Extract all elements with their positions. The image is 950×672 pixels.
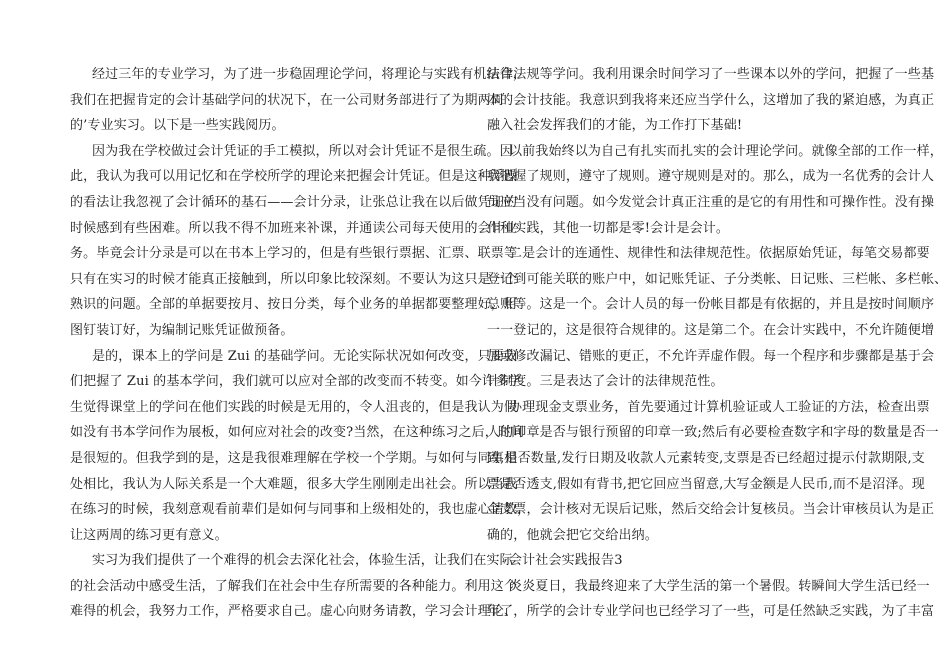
text-line: 会计社会实践报告3 xyxy=(509,553,623,569)
text-line: 是的，课本上的学问是 Zui 的基础学问。无论实际状况如何改变，只要我 xyxy=(92,348,518,364)
text-line: 难得的机会，我努力工作，严格要求自己。虚心向财务请教，学习会计理论、 xyxy=(70,604,518,620)
text-line: 时候感到有些困难。所以我不得不加班来补课，并通读公司每天使用的会计业 xyxy=(70,220,518,236)
text-line: 我们在把握肯定的会计基础学问的状况下，在一公司财务部进行了为期两周 xyxy=(70,92,504,108)
text-line: 经过三年的专业学习，为了进一步稳固理论学问，将理论与实践有机结合， xyxy=(92,67,526,82)
text-line: 只有在实习的时候才能真正接触到，所以印象比较深刻。不要认为这只是一个 xyxy=(70,271,518,287)
left-column xyxy=(70,62,531,625)
text-line: 的社会活动中感受生活，了解我们在社会中生存所需要的各种能力。利用这个 xyxy=(70,578,518,594)
text-line: 确的，他就会把它交给出纳。 xyxy=(487,527,658,543)
text-line: 一一登记的，这是很符合规律的。这是第二个。在会计实践中，不允许随便增 xyxy=(487,322,935,338)
text-line: 作和实践，其他一切都是零!会计是会计。 xyxy=(487,220,730,236)
text-line: 因为我在学校做过会计凭证的手工模拟，所以对会计凭证不是很生疏。因 xyxy=(92,143,513,159)
text-line: 熟识的问题。全部的单据要按月、按日分类，每个业务的单据都要整理好，用 xyxy=(70,297,518,313)
text-line: 让这两周的练习更有意义。 xyxy=(70,527,228,543)
text-line: 如没有书本学问作为展板，如何应对社会的改变?当然，在这种练习之后，时间 xyxy=(70,425,525,441)
text-line: 们把握了 Zui 的基本学问，我们就可以应对全部的改变而不转变。如今许多学 xyxy=(70,374,522,390)
text-line: 此，我认为我可以用记忆和在学校所学的理论来把握会计凭证。但是这种浮躁 xyxy=(70,169,518,185)
text-line: 年了，所学的会计专业学问也已经学习了一些，可是任然缺乏实践，为了丰富 xyxy=(487,604,935,620)
text-line: 金支票，会计核对无误后记账，然后交给会计复核员。当会计审核员认为是正 xyxy=(487,502,935,518)
text-line: 票是否透支,假如有背书,把它回应当留意,大写金额是人民币,而不是沼泽。现 xyxy=(487,476,925,492)
text-line: 的看法让我忽视了会计循环的基石——会计分录，让张总让我在以后做凭证的 xyxy=(70,194,518,210)
text-line: 法律法规等学问。我利用课余时间学习了一些课本以外的学问，把握了一些基 xyxy=(487,67,935,82)
text-line: 是很短的。但我学到的是，这是我很难理解在学校一个学期。与如何与同事相 xyxy=(70,450,518,466)
text-line: 在练习的时候，我刻意观看前辈们是如何与同事和上级相处的，我也虚心请教， xyxy=(70,502,531,518)
text-line: 加或修改漏记、错账的更正，不允许弄虚作假。每一个程序和步骤都是基于会 xyxy=(487,348,935,364)
text-line: 以前我始终以为自己有扎实而扎实的会计理论学问。就像全部的工作一样， xyxy=(509,143,943,159)
text-line: 图钉装订好，为编制记账凭证做预备。 xyxy=(70,322,294,338)
text-line: 生觉得课堂上的学问在他们实践的时候是无用的，令人沮丧的，但是我认为假 xyxy=(70,399,518,415)
text-line: 总账等。这是一个。会计人员的每一份帐目都是有依据的，并且是按时间顺序 xyxy=(487,297,935,313)
text-line: 我把握了规则，遵守了规则。遵守规则是对的。那么，成为一名优秀的会计人 xyxy=(487,169,935,185)
text-line: 务。毕竟会计分录是可以在书本上学习的，但是有些银行票据、汇票、联票等 xyxy=(70,246,518,262)
right-column xyxy=(487,62,948,625)
text-line: 致,是否数量,发行日期及收款人元素转变,支票是否已经超过提示付款期限,支 xyxy=(487,450,925,466)
text-line: 二是会计的连通性、规律性和法律规范性。依据原始凭证，每笔交易都要 xyxy=(509,246,930,262)
text-line: 处相比，我认为人际关系是一个大难题，很多大学生刚刚走出社会。所以当我 xyxy=(70,476,518,492)
text-line: 计制度。三是表达了会计的法律规范性。 xyxy=(487,374,724,390)
text-line: 本的会计技能。我意识到我将来还应当学什么，这增加了我的紧迫感，为真正 xyxy=(487,92,935,108)
text-line: 的’专业实习。以下是一些实践阅历。 xyxy=(70,118,285,134)
text-line: 融入社会发挥我们的才能，为工作打下基础! xyxy=(487,118,743,134)
text-line: 办理现金支票业务，首先要通过计算机验证或人工验证的方法，检查出票 xyxy=(509,399,930,415)
text-line: 登记到可能关联的账户中，如记账凭证、子分类帐、日记账、三栏帐、多栏帐、 xyxy=(487,271,948,287)
text-line: 实习为我们提供了一个难得的机会去深化社会，体验生活，让我们在实际 xyxy=(92,553,513,569)
text-line: 人的印章是否与银行预留的印章一致;然后有必要检查数字和字母的数量是否一 xyxy=(487,425,939,441)
text-line: 炎炎夏日，我最终迎来了大学生活的第一个暑假。转瞬间大学生活已经一 xyxy=(509,578,930,594)
text-line: 员应当没有问题。如今发觉会计真正注重的是它的有用性和可操作性。没有操 xyxy=(487,194,935,210)
